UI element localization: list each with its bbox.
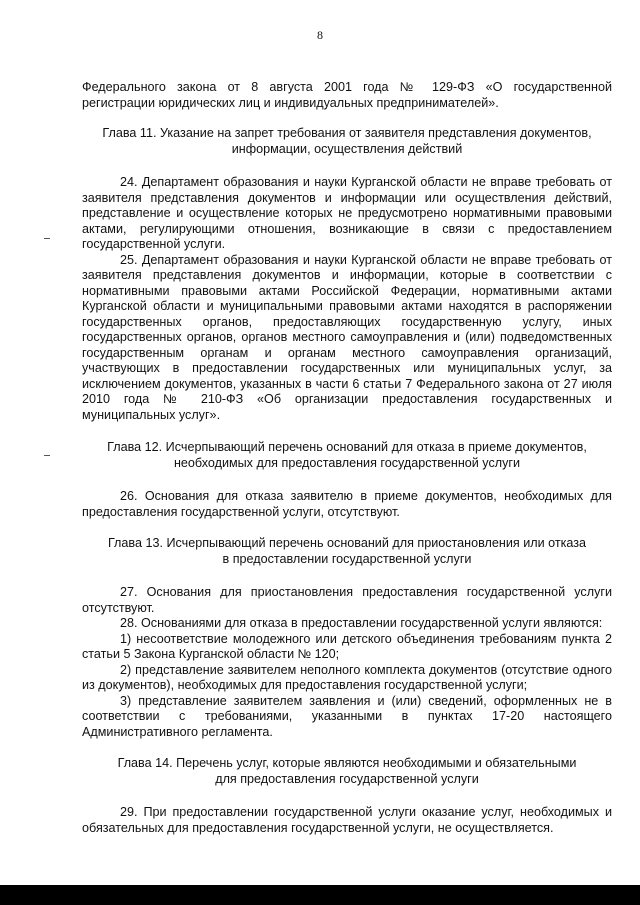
chapter-14-heading (82, 756, 612, 787)
chapter-12-line-1: Глава 12. Исчерпывающий перечень оснований для отказа в приеме документов, (107, 440, 587, 454)
paragraph-28: 28. Основаниями для отказа в предоставлении государственной услуги являются: (120, 616, 603, 630)
paragraph-28-item-1: 1) несоответствие молодежного или детского объединения требованиям пункта 2 статьи 5 Закона Курганской области № 120; (82, 631, 612, 661)
chapter-14-line-2: для предоставления государственной услуги (215, 771, 479, 786)
chapter-12-heading (82, 440, 612, 471)
chapter-13-line-2: в предоставлении государственной услуги (222, 551, 472, 566)
chapter-11-heading (82, 126, 612, 157)
chapter-14-line-1: Глава 14. Перечень услуг, которые являются необходимыми и обязательными (117, 756, 577, 770)
margin-mark (44, 455, 50, 456)
paragraph-27: 27. Основания для приостановления предоставления государственной услуги отсутствуют. (82, 585, 612, 615)
paragraph-26: 26. Основания для отказа заявителю в приеме документов, необходимых для предоставления государственной услуги, отсутствуют. (82, 489, 612, 519)
chapter-11-line-2: информации, осуществления действий (231, 141, 463, 156)
scan-bottom-edge (0, 885, 640, 905)
intro-paragraph (82, 80, 612, 111)
paragraph-28-item-3: 3) представление заявителем заявления и (или) сведений, оформленных не в соответствии с требованиями, указанными в пунктах 17-20 настоящего Административного регламента. (82, 693, 612, 739)
paragraph-24: 24. Департамент образования и науки Курганской области не вправе требовать от заявителя представления документов и информации или осуществления действий, представление и осуществление которых не предусмотрено нормативными правовыми актами, регулирующими отношения, возникающие в связи с предоставлением государственной услуги. (82, 175, 612, 251)
chapter-13-line-1: Глава 13. Исчерпывающий перечень оснований для приостановления или отказа (107, 536, 587, 550)
chapter-13-heading (82, 536, 612, 567)
paragraph-29: 29. При предоставлении государственной услуги оказание услуг, необходимых и обязательных для предоставления государственной услуги, не осуществляется. (82, 805, 612, 835)
page-number: 8 (317, 28, 323, 42)
paragraph-28-item-2: 2) представление заявителем неполного комплекта документов (отсутствие одного из документов), необходимых для предоставления государственной услуги; (82, 662, 612, 692)
intro-line-2: регистрации юридических лиц и индивидуальных предпринимателей». (82, 95, 499, 110)
chapter-11-line-1: Глава 11. Указание на запрет требования от заявителя представления документов, (102, 126, 592, 140)
document-body (82, 80, 612, 836)
paragraph-25: 25. Департамент образования и науки Курганской области не вправе требовать от заявителя представления документов и информации, которые в соответствии с нормативными правовыми актами Российской Федерации, нормативными актами Курганской области и муниципальными правовыми актами находятся в распоряжении государственных органов, предоставляющих государственную услугу, иных государственных органов, органов местного самоуправления и (или) подведомственных государственным органам и органам местного самоуправления организаций, участвующих в предоставлении государственных или муниципальных услуг, за исключением документов, указанных в части 6 статьи 7 Федерального закона от 27 июля 2010 года № 210-ФЗ «Об организации предоставления государственных и муниципальных услуг». (82, 252, 612, 422)
margin-mark (44, 238, 50, 239)
chapter-12-line-2: необходимых для предоставления государственной услуги (173, 455, 521, 470)
intro-line-1: Федерального закона от 8 августа 2001 года № 129-ФЗ «О государственной (82, 80, 612, 94)
